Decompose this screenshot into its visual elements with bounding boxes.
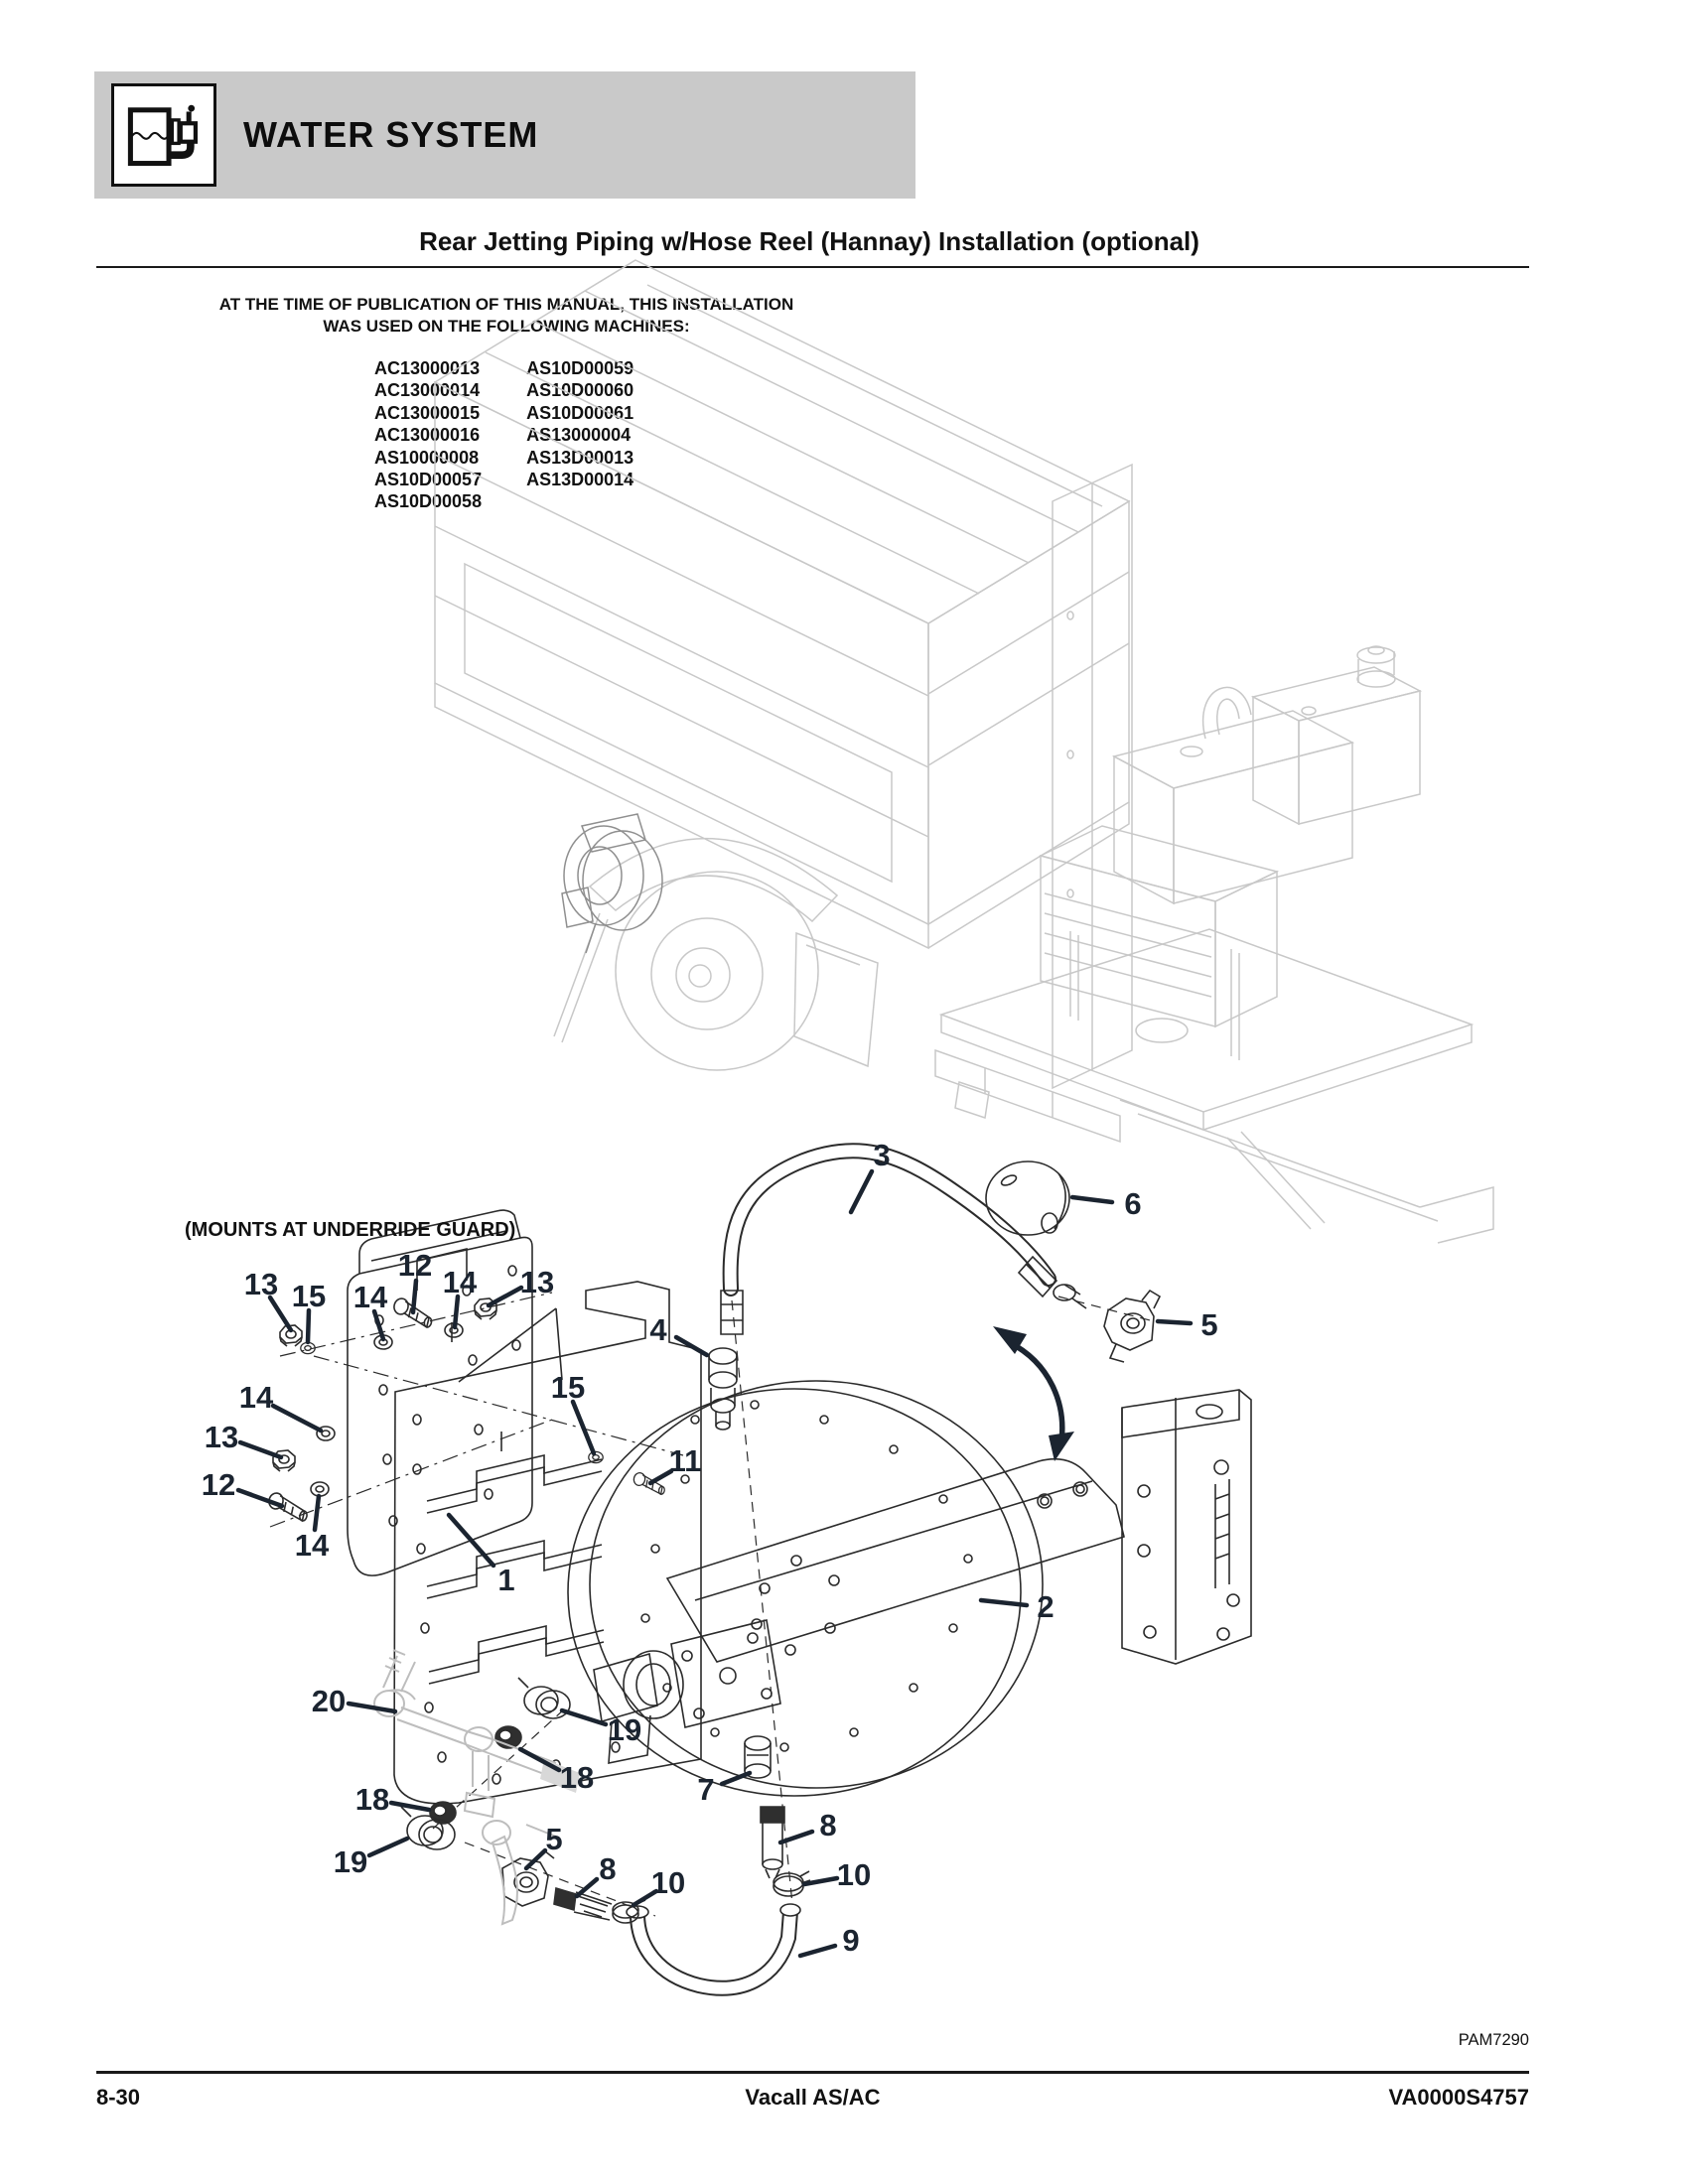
callout-4: 4	[649, 1312, 667, 1347]
intro-line-2: WAS USED ON THE FOLLOWING MACHINES:	[323, 317, 690, 336]
callout-leader-14	[455, 1297, 458, 1327]
intro-line-1: AT THE TIME OF PUBLICATION OF THIS MANUAL, THIS INSTALLATION	[218, 295, 794, 314]
machine-number: AS13000004	[526, 425, 632, 446]
machine-number: AS10D00061	[526, 402, 634, 423]
hydraulic-tank	[1253, 646, 1420, 824]
mounts-note: (MOUNTS AT UNDERRIDE GUARD)	[185, 1219, 516, 1241]
callout-14: 14	[442, 1265, 478, 1299]
footer-model: Vacall AS/AC	[745, 2085, 881, 2110]
callout-2: 2	[1037, 1589, 1055, 1624]
machine-number: AC13000014	[374, 380, 481, 401]
machine-number: AS10000008	[374, 447, 480, 468]
machine-number: AS13D00013	[526, 447, 634, 468]
callout-6: 6	[1124, 1186, 1142, 1221]
machine-number: AC13000013	[374, 358, 481, 378]
machine-number: AS10D00060	[526, 380, 634, 401]
callout-5: 5	[1200, 1307, 1218, 1342]
hose-reel-assembly-2	[394, 1282, 1251, 1804]
callout-leader-10	[804, 1878, 837, 1884]
callout-leader-20	[349, 1704, 395, 1711]
callout-leader-13	[489, 1288, 521, 1305]
callout-1: 1	[497, 1563, 515, 1597]
machine-number: AS13D00014	[526, 470, 634, 490]
drain-line-parts	[627, 1736, 810, 1988]
footer-doc-number: VA0000S4757	[1388, 2085, 1529, 2110]
callout-5: 5	[545, 1822, 563, 1856]
fastener-cluster-left	[266, 1427, 335, 1522]
water-tank	[1114, 687, 1352, 903]
footer-divider	[96, 2071, 1529, 2074]
callout-8: 8	[819, 1808, 837, 1843]
water-tank-pipe-icon	[122, 93, 206, 177]
callout-leader-12	[413, 1281, 416, 1312]
callout-leader-14	[273, 1406, 321, 1431]
callout-9: 9	[842, 1923, 860, 1958]
figure-code: PAM7290	[1458, 2031, 1529, 2049]
machine-number: AS10D00059	[526, 358, 634, 378]
callout-leader-9	[800, 1946, 835, 1956]
machine-number: AC13000015	[374, 402, 481, 423]
callout-layer	[202, 1138, 1218, 1958]
callout-10: 10	[836, 1857, 872, 1892]
callout-leader-13	[270, 1297, 291, 1330]
callout-18: 18	[559, 1760, 595, 1795]
water-system-icon	[111, 83, 216, 187]
callout-leader-1	[449, 1515, 493, 1566]
callout-leader-15	[308, 1310, 309, 1342]
rotation-arrow	[993, 1326, 1074, 1461]
callout-18: 18	[354, 1782, 390, 1817]
callout-leader-13	[240, 1442, 281, 1457]
machine-number: AC13000016	[374, 425, 481, 446]
callout-leader-14	[315, 1496, 319, 1530]
callout-13: 13	[204, 1420, 239, 1454]
callout-13: 13	[519, 1265, 555, 1299]
callout-10: 10	[650, 1865, 686, 1900]
callout-12: 12	[201, 1467, 236, 1502]
section-title: WATER SYSTEM	[243, 114, 539, 155]
callout-15: 15	[550, 1370, 586, 1405]
callout-15: 15	[291, 1279, 327, 1313]
callout-leader-3	[851, 1171, 872, 1212]
installed-hose-reel	[562, 814, 662, 953]
footer-page-number: 8-30	[96, 2085, 141, 2110]
callout-13: 13	[243, 1267, 279, 1301]
machine-number: AS10D00057	[374, 470, 483, 490]
callout-leader-8	[780, 1832, 812, 1843]
callout-14: 14	[294, 1528, 330, 1563]
machine-number: AS10D00058	[374, 491, 483, 512]
callout-leader-19	[562, 1710, 606, 1724]
alignment-line	[270, 1420, 552, 1527]
callout-20: 20	[311, 1684, 347, 1718]
callout-leader-6	[1072, 1197, 1112, 1202]
callout-8: 8	[599, 1851, 617, 1886]
callout-leader-18	[391, 1803, 429, 1810]
fitting-4	[709, 1348, 737, 1430]
section-banner	[94, 71, 915, 199]
callout-leader-15	[573, 1402, 594, 1453]
callout-leader-4	[676, 1337, 707, 1355]
debris-body	[435, 260, 1129, 948]
callout-leader-5	[1158, 1321, 1191, 1323]
callout-12: 12	[397, 1248, 433, 1283]
page-title: Rear Jetting Piping w/Hose Reel (Hannay) Installation (optional)	[419, 226, 1199, 256]
callout-leader-19	[369, 1839, 407, 1855]
supply-line-parts	[502, 1850, 645, 1923]
nozzle-6	[986, 1161, 1069, 1235]
rear-wheel	[554, 839, 878, 1070]
parts-diagram	[89, 1052, 1599, 2045]
callout-19: 19	[607, 1712, 642, 1747]
alignment-line	[314, 1356, 683, 1455]
callout-7: 7	[697, 1772, 715, 1807]
jetting-hose-3	[721, 1151, 1086, 1334]
callout-3: 3	[873, 1138, 891, 1172]
callout-11: 11	[668, 1443, 702, 1478]
coupling-5	[1104, 1291, 1160, 1362]
callout-14: 14	[238, 1380, 274, 1415]
callout-leader-8	[577, 1879, 597, 1896]
mount-plate-1	[348, 1210, 532, 1575]
callout-14: 14	[352, 1280, 388, 1314]
callout-19: 19	[333, 1844, 368, 1879]
